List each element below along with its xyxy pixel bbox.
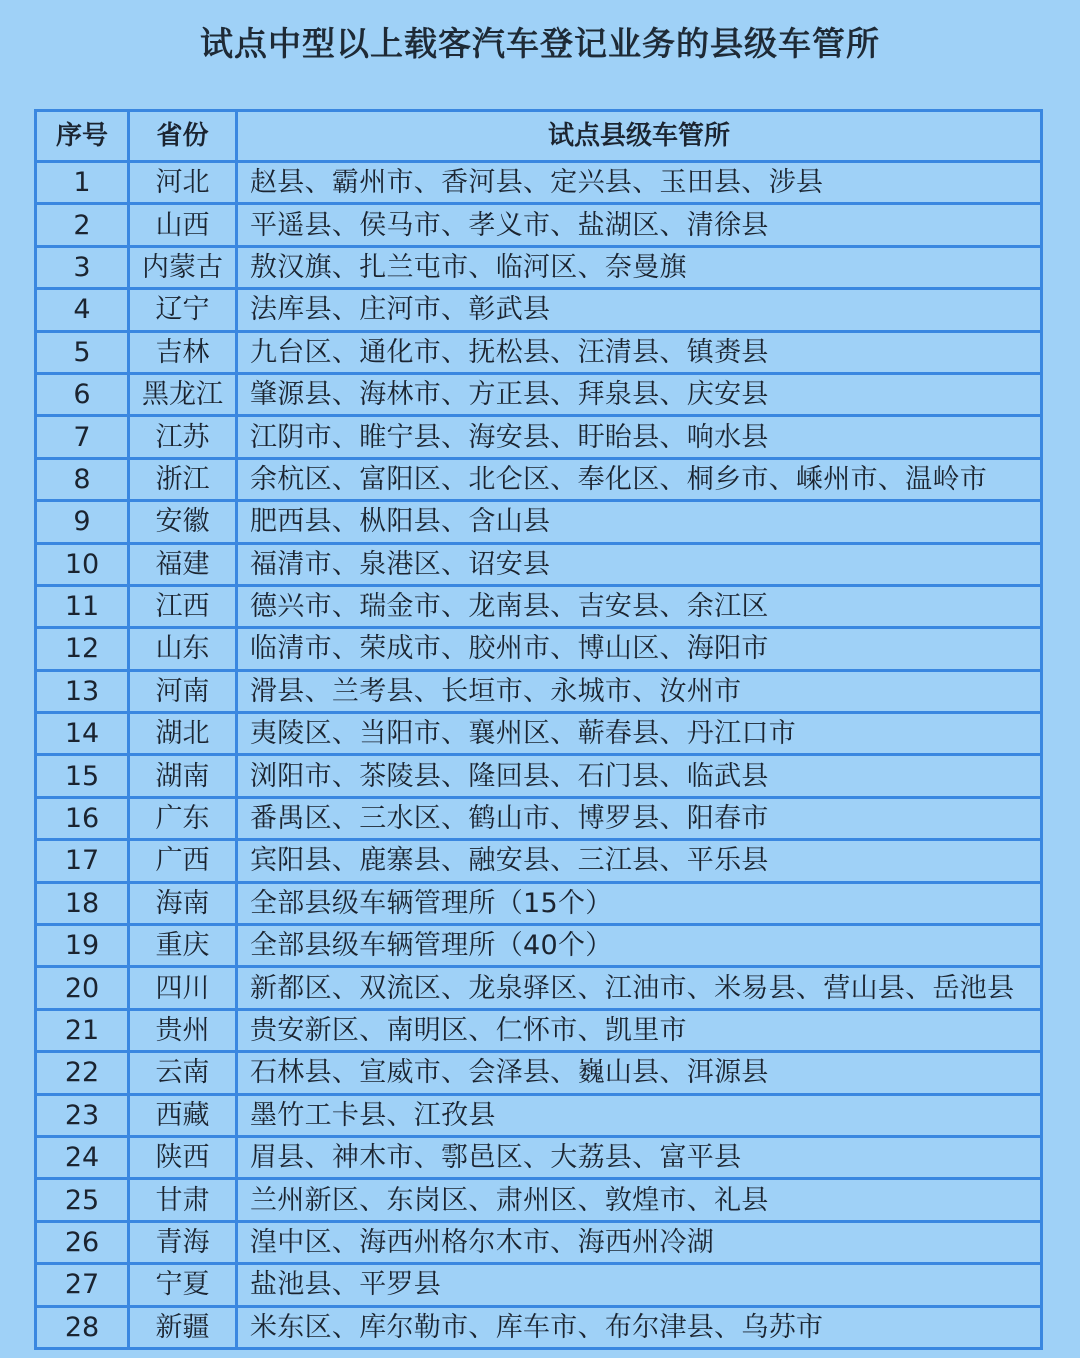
row-index: 1 xyxy=(36,162,129,204)
row-index: 22 xyxy=(36,1052,129,1094)
row-province: 辽宁 xyxy=(129,289,237,331)
row-province: 河南 xyxy=(129,670,237,712)
row-province: 山东 xyxy=(129,628,237,670)
row-offices: 肇源县、海林市、方正县、拜泉县、庆安县 xyxy=(237,373,1042,415)
row-index: 19 xyxy=(36,925,129,967)
row-index: 8 xyxy=(36,458,129,500)
row-province: 山西 xyxy=(129,204,237,246)
row-province: 黑龙江 xyxy=(129,373,237,415)
row-index: 2 xyxy=(36,204,129,246)
table-row xyxy=(36,1179,1042,1221)
row-offices: 肥西县、枞阳县、含山县 xyxy=(237,501,1042,543)
table-row xyxy=(36,967,1042,1009)
row-index: 16 xyxy=(36,797,129,839)
row-province: 江苏 xyxy=(129,416,237,458)
table-row xyxy=(36,204,1042,246)
row-offices: 新都区、双流区、龙泉驿区、江油市、米易县、营山县、岳池县 xyxy=(237,967,1042,1009)
row-index: 27 xyxy=(36,1264,129,1306)
table-row xyxy=(36,840,1042,882)
table-row xyxy=(36,331,1042,373)
table-row xyxy=(36,246,1042,288)
row-province: 贵州 xyxy=(129,1009,237,1051)
table-row xyxy=(36,416,1042,458)
row-offices: 宾阳县、鹿寨县、融安县、三江县、平乐县 xyxy=(237,840,1042,882)
table-row xyxy=(36,1052,1042,1094)
row-province: 宁夏 xyxy=(129,1264,237,1306)
row-index: 15 xyxy=(36,755,129,797)
table-row xyxy=(36,1264,1042,1306)
row-offices: 番禺区、三水区、鹤山市、博罗县、阳春市 xyxy=(237,797,1042,839)
row-province: 西藏 xyxy=(129,1094,237,1136)
pilot-table xyxy=(34,109,1043,1350)
row-province: 江西 xyxy=(129,585,237,627)
row-index: 7 xyxy=(36,416,129,458)
row-index: 3 xyxy=(36,246,129,288)
row-offices: 兰州新区、东岗区、肃州区、敦煌市、礼县 xyxy=(237,1179,1042,1221)
row-province: 广东 xyxy=(129,797,237,839)
row-index: 11 xyxy=(36,585,129,627)
row-province: 甘肃 xyxy=(129,1179,237,1221)
page-title: 试点中型以上载客汽车登记业务的县级车管所 xyxy=(200,24,880,63)
row-offices: 福清市、泉港区、诏安县 xyxy=(237,543,1042,585)
row-offices: 法库县、庄河市、彰武县 xyxy=(237,289,1042,331)
row-offices: 眉县、神木市、鄠邑区、大荔县、富平县 xyxy=(237,1136,1042,1178)
row-province: 陕西 xyxy=(129,1136,237,1178)
table-row xyxy=(36,1009,1042,1051)
row-offices: 全部县级车辆管理所（15个） xyxy=(237,882,1042,924)
row-province: 云南 xyxy=(129,1052,237,1094)
header-index: 序号 xyxy=(36,111,129,162)
pilot-table-container xyxy=(34,109,1040,1350)
row-index: 12 xyxy=(36,628,129,670)
row-offices: 夷陵区、当阳市、襄州区、蕲春县、丹江口市 xyxy=(237,713,1042,755)
row-index: 10 xyxy=(36,543,129,585)
row-index: 28 xyxy=(36,1306,129,1348)
row-offices: 平遥县、侯马市、孝义市、盐湖区、清徐县 xyxy=(237,204,1042,246)
row-index: 18 xyxy=(36,882,129,924)
row-province: 青海 xyxy=(129,1221,237,1263)
row-index: 20 xyxy=(36,967,129,1009)
row-province: 安徽 xyxy=(129,501,237,543)
table-row xyxy=(36,373,1042,415)
row-province: 新疆 xyxy=(129,1306,237,1348)
table-row xyxy=(36,925,1042,967)
table-row xyxy=(36,882,1042,924)
row-offices: 滑县、兰考县、长垣市、永城市、汝州市 xyxy=(237,670,1042,712)
row-offices: 九台区、通化市、抚松县、汪清县、镇赉县 xyxy=(237,331,1042,373)
row-offices: 临清市、荣成市、胶州市、博山区、海阳市 xyxy=(237,628,1042,670)
row-offices: 德兴市、瑞金市、龙南县、吉安县、余江区 xyxy=(237,585,1042,627)
row-offices: 盐池县、平罗县 xyxy=(237,1264,1042,1306)
row-offices: 全部县级车辆管理所（40个） xyxy=(237,925,1042,967)
table-row xyxy=(36,1136,1042,1178)
table-row xyxy=(36,1306,1042,1348)
row-province: 浙江 xyxy=(129,458,237,500)
table-row xyxy=(36,162,1042,204)
table-header-row xyxy=(36,111,1042,162)
row-offices: 敖汉旗、扎兰屯市、临河区、奈曼旗 xyxy=(237,246,1042,288)
table-row xyxy=(36,585,1042,627)
row-index: 24 xyxy=(36,1136,129,1178)
row-index: 25 xyxy=(36,1179,129,1221)
row-offices: 米东区、库尔勒市、库车市、布尔津县、乌苏市 xyxy=(237,1306,1042,1348)
row-province: 湖南 xyxy=(129,755,237,797)
row-province: 湖北 xyxy=(129,713,237,755)
row-index: 5 xyxy=(36,331,129,373)
table-row xyxy=(36,1221,1042,1263)
table-row xyxy=(36,458,1042,500)
header-province: 省份 xyxy=(129,111,237,162)
row-province: 海南 xyxy=(129,882,237,924)
row-province: 重庆 xyxy=(129,925,237,967)
header-offices: 试点县级车管所 xyxy=(237,111,1042,162)
table-row xyxy=(36,670,1042,712)
row-province: 河北 xyxy=(129,162,237,204)
row-index: 6 xyxy=(36,373,129,415)
table-body xyxy=(36,162,1042,1349)
row-province: 吉林 xyxy=(129,331,237,373)
row-province: 内蒙古 xyxy=(129,246,237,288)
row-offices: 石林县、宣威市、会泽县、巍山县、洱源县 xyxy=(237,1052,1042,1094)
row-index: 17 xyxy=(36,840,129,882)
table-row xyxy=(36,289,1042,331)
row-index: 23 xyxy=(36,1094,129,1136)
table-row xyxy=(36,628,1042,670)
row-index: 13 xyxy=(36,670,129,712)
row-offices: 墨竹工卡县、江孜县 xyxy=(237,1094,1042,1136)
table-row xyxy=(36,713,1042,755)
row-province: 福建 xyxy=(129,543,237,585)
row-index: 9 xyxy=(36,501,129,543)
row-province: 四川 xyxy=(129,967,237,1009)
row-index: 21 xyxy=(36,1009,129,1051)
table-row xyxy=(36,501,1042,543)
table-row xyxy=(36,1094,1042,1136)
row-index: 26 xyxy=(36,1221,129,1263)
table-row xyxy=(36,797,1042,839)
row-offices: 湟中区、海西州格尔木市、海西州冷湖 xyxy=(237,1221,1042,1263)
row-offices: 余杭区、富阳区、北仑区、奉化区、桐乡市、嵊州市、温岭市 xyxy=(237,458,1042,500)
table-row xyxy=(36,543,1042,585)
row-offices: 江阴市、睢宁县、海安县、盱眙县、响水县 xyxy=(237,416,1042,458)
table-row xyxy=(36,755,1042,797)
row-offices: 贵安新区、南明区、仁怀市、凯里市 xyxy=(237,1009,1042,1051)
row-offices: 赵县、霸州市、香河县、定兴县、玉田县、涉县 xyxy=(237,162,1042,204)
row-index: 14 xyxy=(36,713,129,755)
row-province: 广西 xyxy=(129,840,237,882)
row-index: 4 xyxy=(36,289,129,331)
row-offices: 浏阳市、茶陵县、隆回县、石门县、临武县 xyxy=(237,755,1042,797)
